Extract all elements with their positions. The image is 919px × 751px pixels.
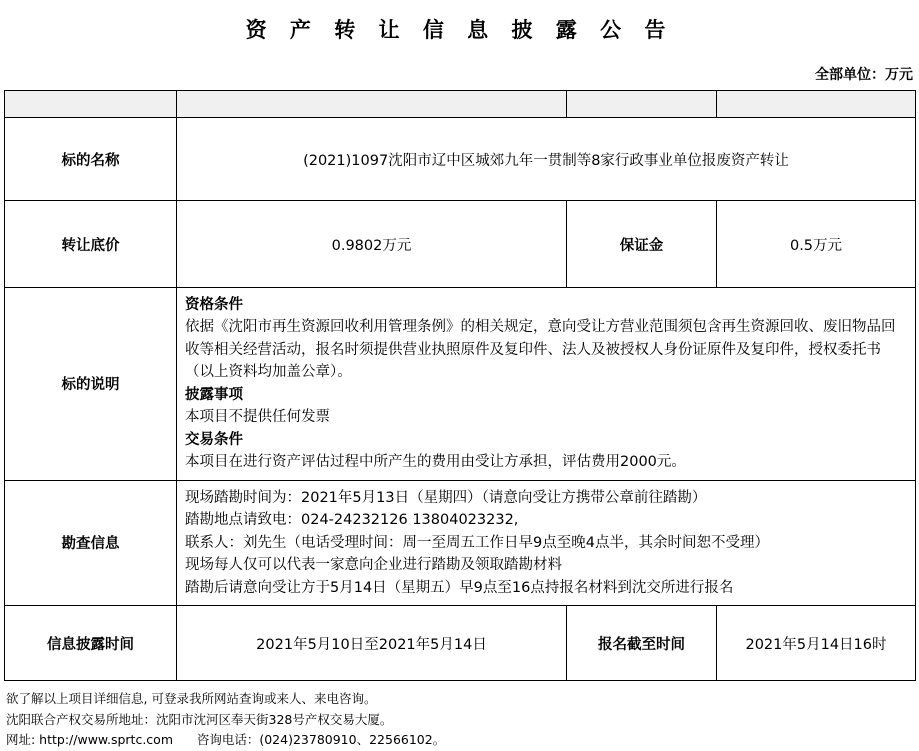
transfer-price-label: 转让底价 [5,201,177,288]
asset-name-value: (2021)1097沈阳市辽中区城郊九年一贯制等8家行政事业单位报废资产转让 [177,118,916,201]
spacer-cell-2 [177,91,567,118]
survey-line: 联系人：刘先生（电话受理时间：周一至周五工作日早9点至晚4点半，其余时间恕不受理） [185,534,769,551]
footer-line-1: 欲了解以上项目详细信息, 可登录我所网站查询或来人、来电咨询。 [6,691,377,707]
unit-note: 全部单位：万元 [815,67,913,83]
transfer-price-value: 0.9802万元 [177,201,567,288]
page-title: 资 产 转 让 信 息 披 露 公 告 [245,18,674,42]
spacer-cell-3 [567,91,717,118]
table-top-spacer-row [5,91,916,118]
table-row-survey [5,480,916,605]
trade-heading: 交易条件 [185,431,243,448]
survey-label: 勘查信息 [5,480,177,605]
description-label: 标的说明 [5,288,177,481]
disclosure-text: 本项目不提供任何发票 [185,409,330,426]
survey-line: 踏勘后请意向受让方于5月14日（星期五）早9点至16点持报名材料到沈交所进行报名 [185,579,734,596]
survey-line: 现场每人仅可以代表一家意向企业进行踏勘及领取踏勘材料 [185,557,562,574]
disclose-time-label: 信息披露时间 [5,606,177,681]
table-row-time [5,606,916,681]
deposit-value: 0.5万元 [717,201,916,288]
footer-line-3: 网址: http://www.sprtc.com 咨询电话：(024)23780910、22566102。 [6,732,446,748]
disclose-time-value: 2021年5月10日至2021年5月14日 [177,606,567,681]
survey-line: 现场踏勘时间为：2021年5月13日（星期四）（请意向受让方携带公章前往踏勘） [185,489,707,506]
footer-notes [0,681,919,751]
table-row-description [5,288,916,481]
deadline-label: 报名截至时间 [567,606,717,681]
trade-text: 本项目在进行资产评估过程中所产生的费用由受让方承担，评估费用2000元。 [185,454,686,471]
asset-name-label: 标的名称 [5,118,177,201]
description-value [177,288,916,481]
footer-line-2: 沈阳联合产权交易所地址：沈阳市沈河区奉天街328号产权交易大厦。 [6,711,393,727]
survey-line: 踏勘地点请致电：024-24232126 13804023232, [185,512,519,529]
table-row-price [5,201,916,288]
spacer-cell-4 [717,91,916,118]
table-row-asset-name [5,118,916,201]
deposit-label: 保证金 [567,201,717,288]
qualification-text: 依据《沈阳市再生资源回收利用管理条例》的相关规定，意向受让方营业范围须包含再生资源回收、废旧物品回收等相关经营活动，报名时须提供营业执照原件及复印件、法人及被授权人身份证原件及复印件，授权委托书（以上资料均加盖公章）。 [185,319,896,381]
qualification-heading: 资格条件 [185,297,243,313]
spacer-cell-1 [5,91,177,118]
disclosure-heading: 披露事项 [185,386,243,403]
deadline-value: 2021年5月14日16时 [717,606,916,681]
survey-value [177,480,916,605]
asset-transfer-table [4,90,916,681]
